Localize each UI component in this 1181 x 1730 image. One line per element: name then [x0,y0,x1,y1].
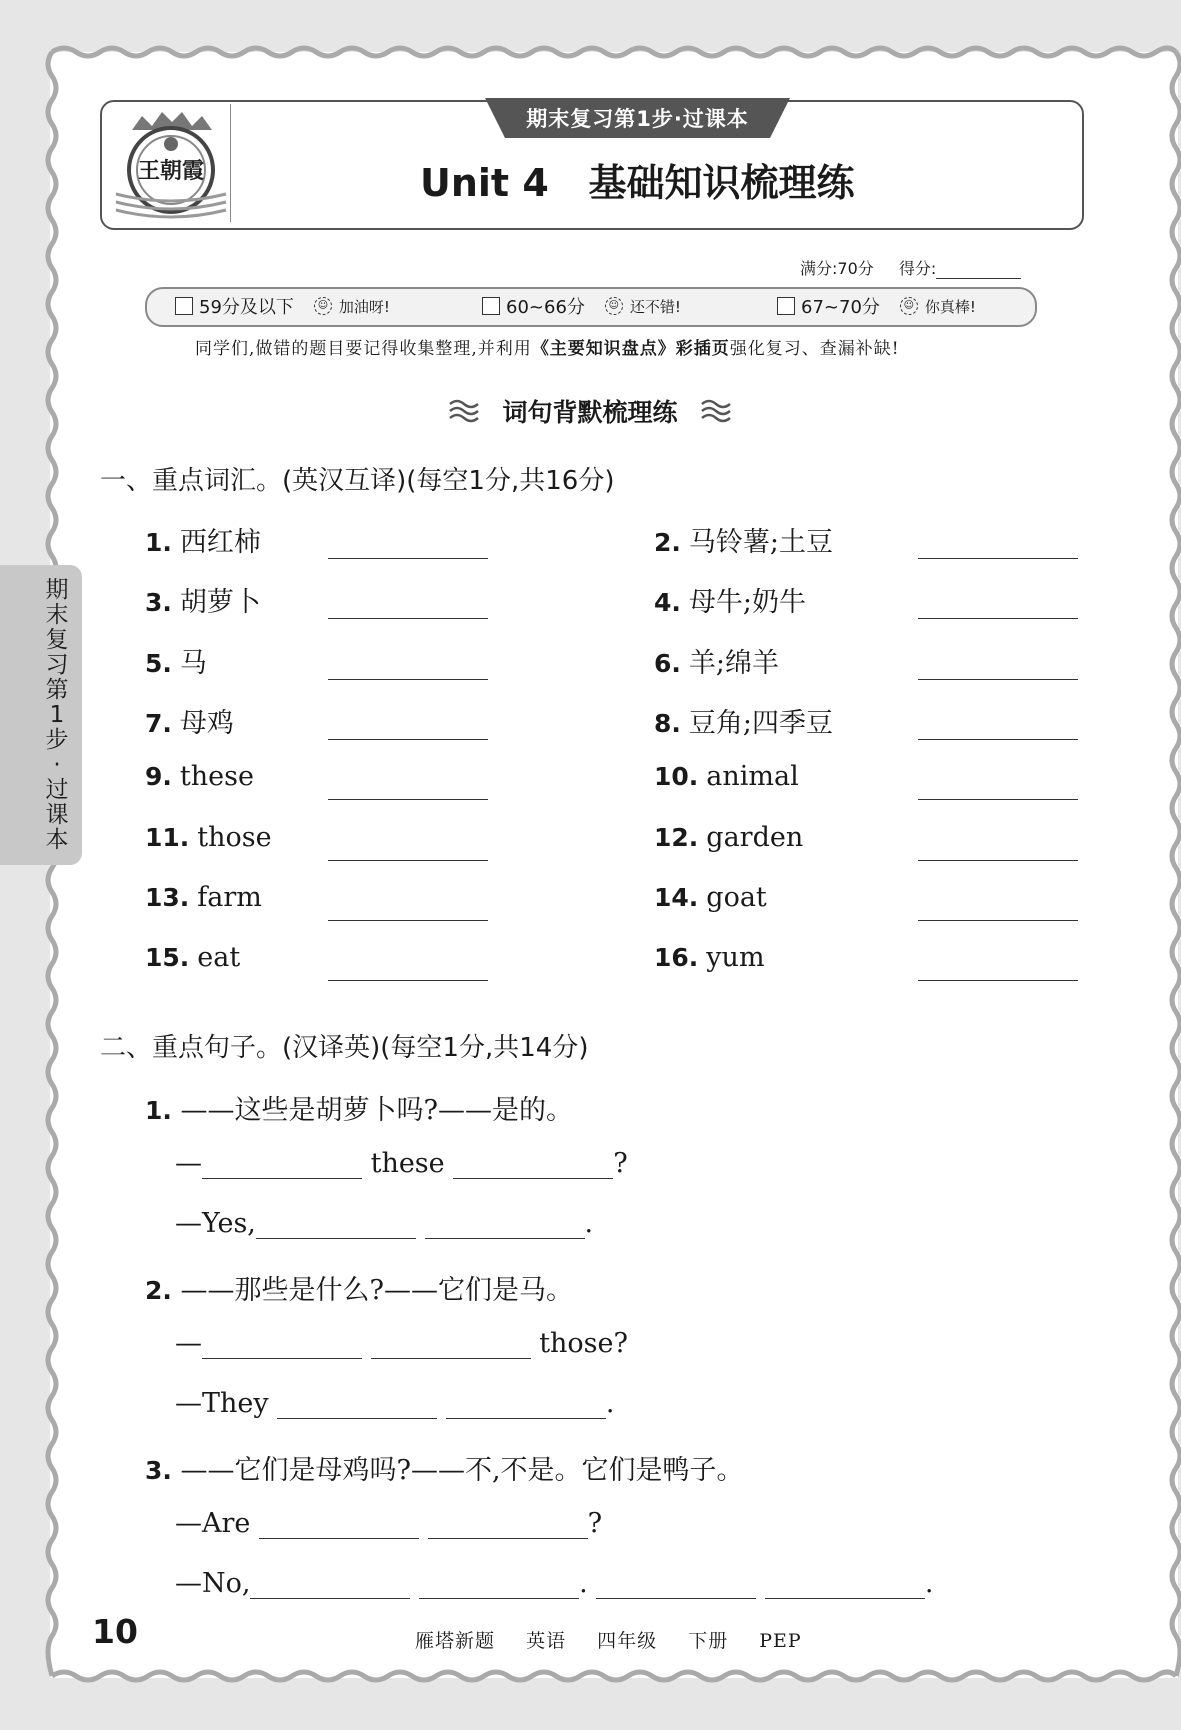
notice-emphasis: 《主要知识盘点》彩插页 [531,339,730,359]
punctuation: . [584,1208,594,1239]
step-tab-label: 期末复习第1步·过课本 [526,107,749,131]
logo-text: 王朝霞 [137,158,205,184]
vocab-item [654,580,806,619]
q-number: 3. [145,1456,172,1485]
wave-lines-icon [700,398,732,424]
answer-blank[interactable] [428,1511,588,1539]
vocab-number: 1. [145,528,172,557]
vocab-number: 5. [145,648,172,678]
answer-blank[interactable] [202,1151,362,1179]
grade-checkbox[interactable] [777,297,795,315]
given-word: —Are [175,1508,251,1539]
grade-bar [145,287,1037,327]
q-prompt: ——那些是什么?——它们是马。 [180,1275,573,1306]
answer-blank[interactable] [277,1391,437,1419]
answer-blank[interactable] [371,1331,531,1359]
vocab-word: 马 [179,647,207,679]
vocab-answer-blank[interactable] [328,980,488,981]
smile-face-icon: ☺ [900,297,918,315]
grade-comment: 你真棒! [924,297,976,316]
vocab-item [145,882,262,913]
vocab-number: 9. [145,762,172,792]
footer-grade: 四年级 [597,1630,658,1652]
punctuation: . [924,1568,934,1599]
vocab-answer-blank[interactable] [328,920,488,921]
smile-face-icon: ☺ [605,297,623,315]
vocab-answer-blank[interactable] [328,679,488,680]
vocab-word: animal [706,761,799,793]
answer-blank[interactable] [259,1511,419,1539]
q-number: 1. [145,1096,172,1125]
sentence-q1-answer-a: — these ? [175,1148,628,1179]
answer-blank[interactable] [765,1571,925,1599]
footer [415,1626,820,1653]
vocab-answer-blank[interactable] [328,739,488,740]
given-word: those? [539,1328,628,1359]
vocab-word: 母鸡 [179,707,234,739]
answer-blank[interactable] [453,1151,613,1179]
sentence-q2-answer-a: — those? [175,1328,628,1359]
q-number: 2. [145,1276,172,1305]
given-word: —Yes, [175,1208,256,1239]
vocab-answer-blank[interactable] [918,920,1078,921]
punctuation: . [579,1568,588,1599]
vocab-word: 西红柿 [179,527,261,558]
page-title: Unit 4 基础知识梳理练 [420,161,855,205]
q-prompt: ——它们是母鸡吗?——不,不是。它们是鸭子。 [180,1455,744,1486]
sentence-q1-answer-b [175,1208,593,1239]
sentence-q3-prompt [145,1448,744,1487]
q-prompt: ——这些是胡萝卜吗?——是的。 [180,1095,573,1126]
vocab-number: 12. [654,822,699,852]
grade-item [777,293,976,319]
vocab-number: 8. [654,708,681,738]
vocab-item [654,520,833,559]
vocab-word: yum [706,942,765,974]
header-divider [230,104,231,222]
punctuation: . [605,1388,615,1419]
vocab-answer-blank[interactable] [918,980,1078,981]
footer-edition: PEP [759,1630,802,1652]
vocab-answer-blank[interactable] [918,618,1078,619]
vocab-item [145,641,207,680]
score-got-label: 得分: [898,259,937,278]
vocab-number: 3. [145,588,172,618]
given-word: —They [175,1388,269,1419]
vocab-number: 13. [145,882,190,912]
given-word: these [370,1148,445,1179]
vocab-item [145,942,240,973]
vocab-item [654,822,803,853]
answer-blank[interactable] [250,1571,410,1599]
answer-blank[interactable] [446,1391,606,1419]
score-blank[interactable] [936,278,1021,279]
vocab-answer-blank[interactable] [918,799,1078,800]
vocab-item [654,882,767,913]
vocab-word: those [197,821,272,853]
sentence-q2-answer-b [175,1388,614,1419]
grade-comment: 加油呀! [338,297,390,316]
grade-range: 60~66分 [506,297,585,318]
vocab-item [145,580,261,619]
vocab-number: 10. [654,762,699,792]
vocab-word: farm [197,881,262,913]
notice-after: 强化复习、查漏补缺! [729,339,900,359]
vocab-number: 16. [654,943,699,973]
answer-blank[interactable] [419,1571,579,1599]
answer-blank[interactable] [256,1211,416,1239]
vocab-word: these [179,761,254,793]
answer-blank[interactable] [202,1331,362,1359]
vocab-word: garden [706,821,804,853]
vocab-number: 4. [654,588,681,618]
vocab-word: goat [706,881,767,913]
sentence-q3-answer-b [175,1568,933,1599]
vocab-word: eat [197,942,241,974]
page-number: 10 [92,1612,138,1651]
vocab-word: 豆角;四季豆 [688,707,834,739]
vocab-item [145,822,272,853]
vocab-item [654,761,799,792]
sentence-q1-prompt [145,1088,573,1127]
sub-title: 词句背默梳理练 [502,398,678,427]
answer-blank[interactable] [425,1211,585,1239]
vocab-answer-blank[interactable] [328,558,488,559]
vocab-number: 6. [654,648,681,678]
vocab-number: 7. [145,708,172,738]
notice-before: 同学们,做错的题目要记得收集整理,并利用 [195,339,532,359]
footer-volume: 下册 [688,1630,729,1652]
vocab-item [654,701,833,740]
sentence-q3-answer-a [175,1508,602,1539]
vocab-answer-blank[interactable] [328,860,488,861]
vocab-number: 14. [654,882,699,912]
grade-checkbox[interactable] [175,297,193,315]
vocab-word: 马铃薯;土豆 [688,527,834,558]
vocab-answer-blank[interactable] [918,739,1078,740]
section2-title: 二、重点句子。(汉译英)(每空1分,共14分) [100,1033,589,1063]
sentence-q2-prompt [145,1268,573,1307]
punctuation: ? [587,1508,603,1539]
score-area [800,256,1021,279]
vocab-item [145,520,261,559]
footer-subject: 英语 [526,1630,567,1652]
vocab-item [654,641,779,680]
vocab-item [145,701,234,740]
punctuation: ? [613,1148,628,1179]
vocab-number: 11. [145,822,190,852]
vocab-word: 羊;绵羊 [688,647,780,679]
vocab-answer-blank[interactable] [328,799,488,800]
publisher-logo [112,108,230,220]
vocab-word: 母牛;奶牛 [688,587,807,619]
vocab-answer-blank[interactable] [918,558,1078,559]
grade-range: 67~70分 [801,297,880,318]
full-score: 满分:70分 [800,259,874,278]
vocab-number: 15. [145,943,190,973]
grade-item [482,293,681,319]
answer-blank[interactable] [596,1571,756,1599]
grade-item [175,293,390,319]
vocab-number: 2. [654,528,681,557]
section1-title: 一、重点词汇。(英汉互译)(每空1分,共16分) [100,466,615,496]
given-word: —No, [175,1568,251,1599]
smile-face-icon: ☺ [314,297,332,315]
vocab-answer-blank[interactable] [918,679,1078,680]
grade-checkbox[interactable] [482,297,500,315]
vocab-word: 胡萝卜 [179,587,261,619]
vocab-item [145,761,254,792]
side-tab-label: 期末复习第1步·过课本 [45,577,69,853]
notice-text [195,334,900,359]
vocab-item [654,942,765,973]
grade-range: 59分及以下 [199,297,294,318]
footer-series: 雁塔新题 [415,1630,496,1652]
grade-comment: 还不错! [629,297,681,316]
vocab-answer-blank[interactable] [328,618,488,619]
vocab-answer-blank[interactable] [918,860,1078,861]
